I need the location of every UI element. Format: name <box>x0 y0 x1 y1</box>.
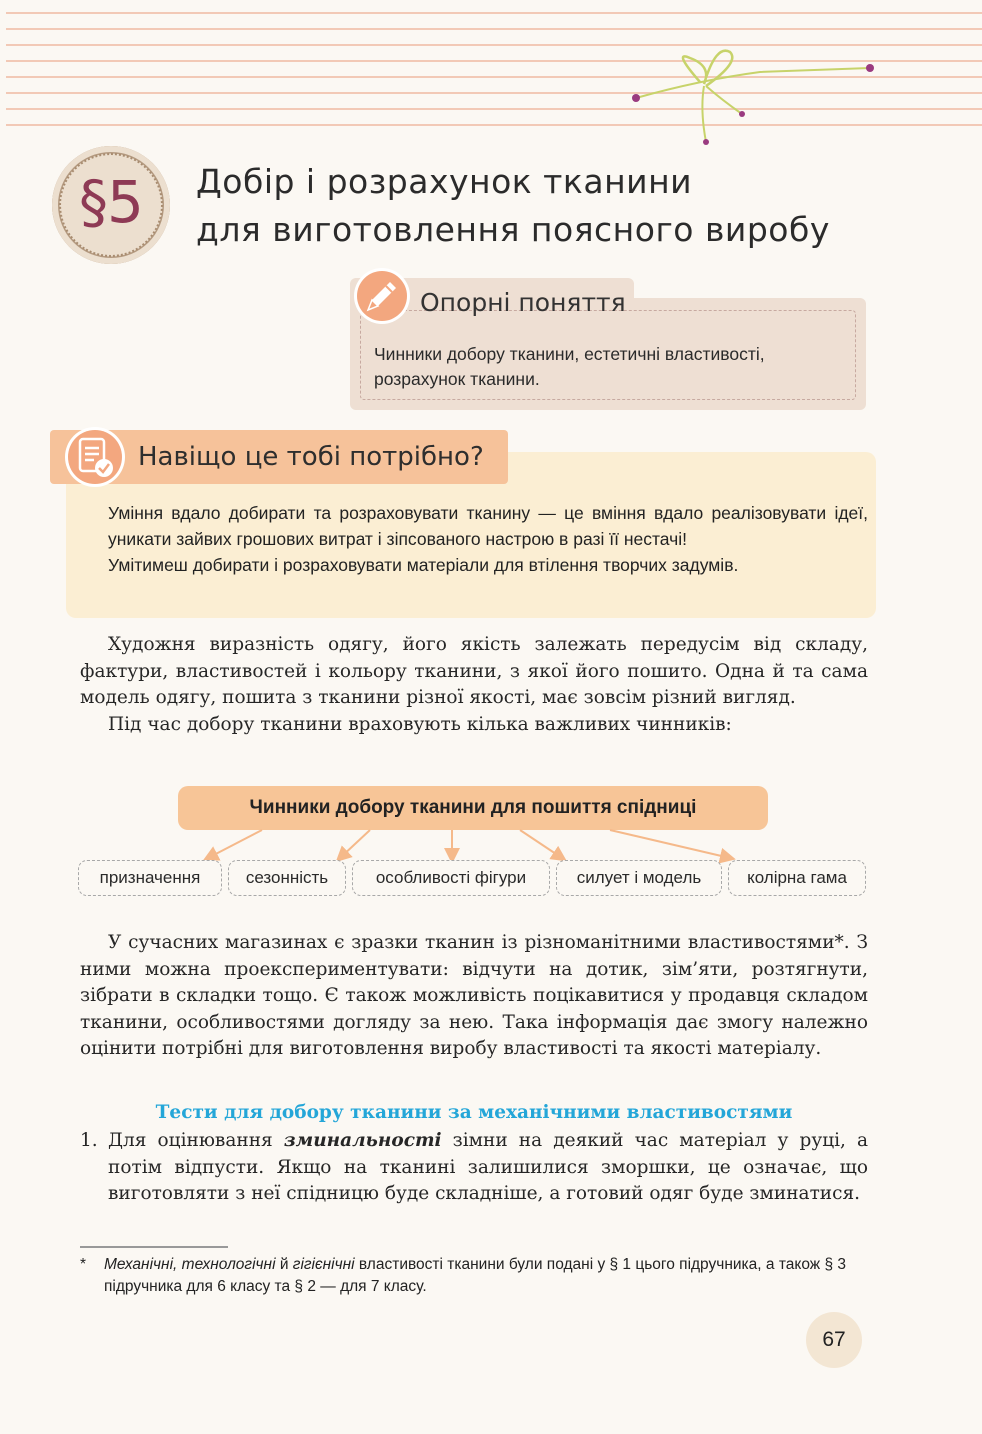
pencil-icon <box>352 266 412 326</box>
header-decoration <box>0 0 982 128</box>
section-number: §5 <box>79 168 143 236</box>
tests-heading: Тести для добору тканини за механічними властивостями <box>155 1102 793 1123</box>
title-line-2: для виготовлення поясного виробу <box>196 210 830 249</box>
shops-paragraph: У сучасних магазинах є зразки тканин із різноманітними властивостями*. З ними можна проекспериментувати: відчути на дотик, зім’яти, розтягнути, зібрати в складки тощо. Є також можливість поцікавитися у продавця складом тканини, особливостями догляду за нею. Така інформація дає змогу належно оцінити потрібні для виготовлення виробу властивості та якості матеріалу. <box>80 932 868 1059</box>
why-needed-heading: Навіщо це тобі потрібно? <box>138 442 484 472</box>
footnote <box>80 1254 870 1298</box>
factor-figure: особливості фігури <box>352 860 550 896</box>
section-badge <box>52 146 170 264</box>
key-concepts-box <box>350 288 866 410</box>
footnote-divider <box>80 1246 228 1248</box>
factor-color-scheme: колірна гама <box>728 860 866 896</box>
factor-purpose: призначення <box>78 860 222 896</box>
factors-diagram-heading: Чинники добору тканини для пошиття спідниці <box>178 786 768 830</box>
ribbon-bow-icon <box>0 0 982 160</box>
key-concepts-body: Чинники добору тканини, естетичні властивості, розрахунок тканини. <box>374 344 765 389</box>
intro-text <box>80 632 868 738</box>
emphasis-term: зминальності <box>283 1130 442 1151</box>
page-title <box>196 158 896 254</box>
page-number: 67 <box>806 1312 862 1368</box>
factor-silhouette: силует і модель <box>556 860 722 896</box>
intro-lead-in: Під час добору тканини враховують кілька важливих чинників: <box>108 713 732 735</box>
key-concepts-heading: Опорні поняття <box>420 288 626 317</box>
title-line-1: Добір і розрахунок тканини <box>196 162 693 201</box>
footnote-marker: * <box>80 1256 87 1273</box>
list-item-text: Для оцінювання зминальності зімни на деякий час матеріал у руці, а потім відпусти. Якщо на тканині залишилися зморшки, це означає, що виготовляти з неї спідницю буде складніше, а готовий одяг буде зминатися. <box>108 1130 869 1204</box>
intro-paragraph: Художня виразність одягу, його якість залежать передусім від складу, фактури, властивостей і кольору тканини, з якої його пошито. Одна й та сама модель одягу, пошита з тканини різної якості, має зовсім різний вигляд. <box>80 634 868 708</box>
why-needed-goal: Умітимеш добирати і розраховувати матеріали для втілення творчих задумів. <box>108 555 739 575</box>
checklist-icon <box>64 426 126 488</box>
why-needed-text <box>108 500 868 578</box>
why-needed-paragraph: Уміння вдало добирати та розраховувати тканину — це вміння вдало реалізовувати ідеї, уникати зайвих грошових витрат і зіпсованого настрою в разі її нестачі! <box>108 503 868 549</box>
factor-season: сезонність <box>228 860 346 896</box>
tests-list-item <box>80 1128 868 1208</box>
list-number: 1. <box>80 1130 98 1151</box>
footnote-text: Механічні, технологічні й гігієнічні властивості тканини були подані у § 1 цього підручника, а також § 3 підручника для 6 класу та § 2 — для 7 класу. <box>104 1256 846 1295</box>
shops-text <box>80 930 868 1063</box>
